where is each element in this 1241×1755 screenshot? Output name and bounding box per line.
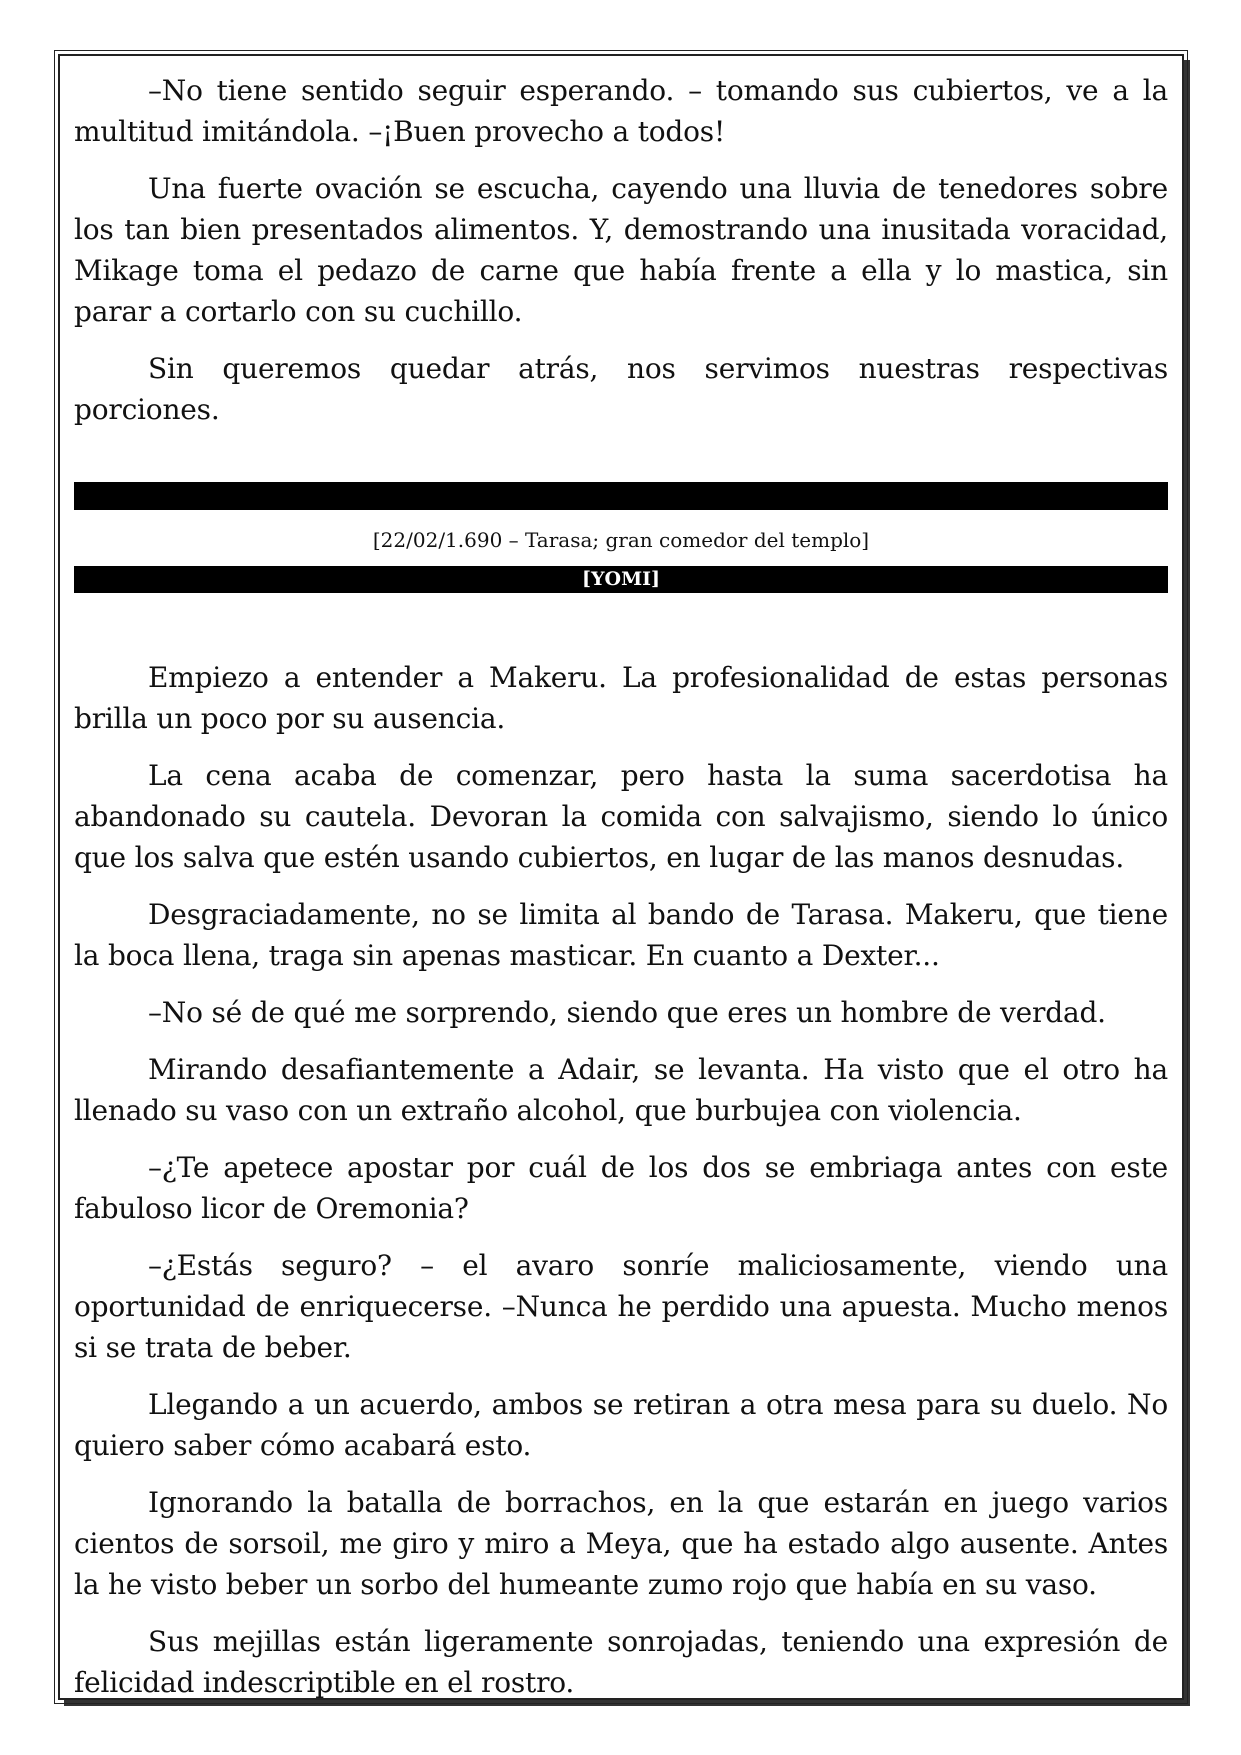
paragraph: Sin queremos quedar atrás, nos servimos nuestras respectivas porciones. (74, 352, 1168, 426)
paragraph: Empiezo a entender a Makeru. La profesionalidad de estas personas brilla un poco por su ausencia. (74, 661, 1168, 735)
paragraph: Sus mejillas están ligeramente sonrojadas, teniendo una expresión de felicidad indescriptible en el rostro. (74, 1625, 1168, 1699)
paragraph: –¿Estás seguro? – el avaro sonríe maliciosamente, viendo una oportunidad de enriquecerse. –Nunca he perdido una apuesta. Mucho menos si se trata de beber. (74, 1249, 1168, 1364)
scene-break (74, 482, 1168, 593)
paragraph: Ignorando la batalla de borrachos, en la que estarán en juego varios cientos de sorsoil, me giro y miro a Meya, que ha estado algo ausente. Antes la he visto beber un sorbo del humeante zumo rojo que había en su vaso. (74, 1486, 1168, 1601)
paragraph: La cena acaba de comenzar, pero hasta la suma sacerdotisa ha abandonado su cautela. Devoran la comida con salvajismo, siendo lo único que los salva que estén usando cubiertos, en lugar de las manos desnudas. (74, 759, 1168, 874)
narrator-bar: [YOMI] (74, 566, 1168, 593)
paragraph: –¿Te apetece apostar por cuál de los dos se embriaga antes con este fabuloso licor de Oremonia? (74, 1151, 1168, 1225)
paragraph: –No sé de qué me sorprendo, siendo que eres un hombre de verdad. (148, 996, 1106, 1029)
paragraph: Una fuerte ovación se escucha, cayendo una lluvia de tenedores sobre los tan bien presentados alimentos. Y, demostrando una inusitada voracidad, Mikage toma el pedazo de carne que había frente a ella y lo mastica, sin parar a cortarlo con su cuchillo. (74, 172, 1168, 328)
paragraph: Llegando a un acuerdo, ambos se retiran a otra mesa para su duelo. No quiero saber cómo acabará esto. (74, 1388, 1168, 1462)
paragraph: Desgraciadamente, no se limita al bando de Tarasa. Makeru, que tiene la boca llena, traga sin apenas masticar. En cuanto a Dexter... (74, 898, 1168, 972)
paragraph: –No tiene sentido seguir esperando. – tomando sus cubiertos, ve a la multitud imitándola. –¡Buen provecho a todos! (74, 74, 1168, 148)
scene-divider-bar (74, 482, 1168, 510)
page-content (74, 70, 1168, 1719)
paragraph: Mirando desafiantemente a Adair, se levanta. Ha visto que el otro ha llenado su vaso con un extraño alcohol, que burbujea con violencia. (74, 1053, 1168, 1127)
scene-heading: [22/02/1.690 – Tarasa; gran comedor del templo] (372, 528, 870, 552)
